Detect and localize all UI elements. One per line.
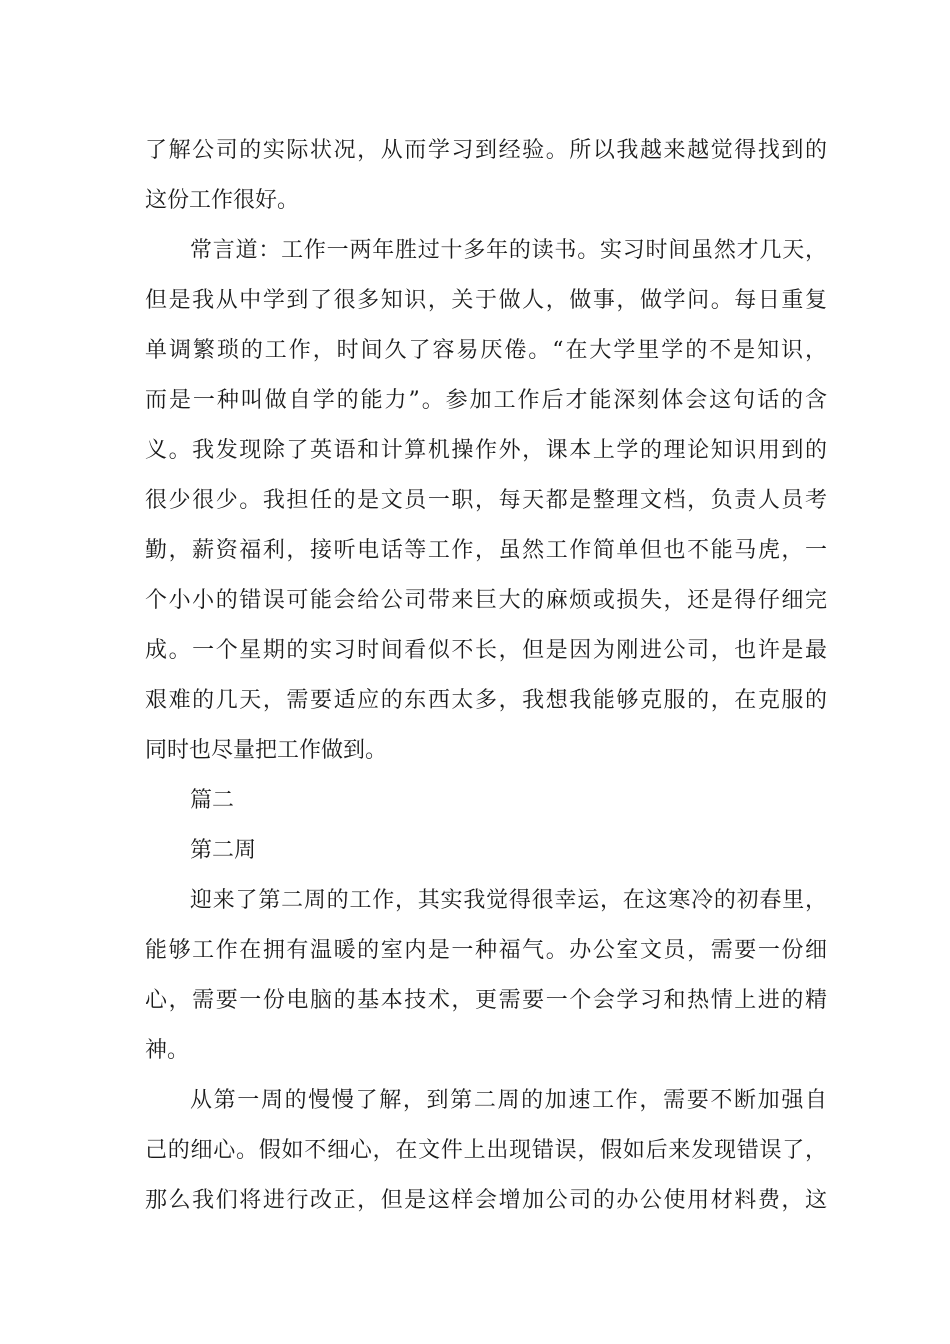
paragraph-line: 成。一个星期的实习时间看似不长，但是因为刚进公司，也许是最 (145, 638, 827, 663)
paragraph-line: 神。 (145, 1038, 190, 1063)
paragraph-line: 这份工作很好。 (145, 188, 300, 213)
paragraph-line: 常言道：工作一两年胜过十多年的读书。实习时间虽然才几天， (190, 238, 827, 263)
paragraph-line: 从第一周的慢慢了解，到第二周的加速工作，需要不断加强自 (190, 1088, 827, 1113)
paragraph-line: 心，需要一份电脑的基本技术，更需要一个会学习和热情上进的精 (145, 988, 827, 1013)
paragraph-line: 己的细心。假如不细心，在文件上出现错误，假如后来发现错误了， (145, 1138, 827, 1163)
paragraph-line: 了解公司的实际状况，从而学习到经验。所以我越来越觉得找到的 (145, 138, 827, 163)
paragraph-line: 那么我们将进行改正，但是这样会增加公司的办公使用材料费，这 (145, 1188, 827, 1213)
paragraph-line: 迎来了第二周的工作，其实我觉得很幸运，在这寒冷的初春里， (190, 888, 827, 913)
paragraph-line: 很少很少。我担任的是文员一职，每天都是整理文档，负责人员考 (145, 488, 827, 513)
paragraph-line: 而是一种叫做自学的能力”。参加工作后才能深刻体会这句话的含 (145, 388, 827, 413)
paragraph-line: 义。我发现除了英语和计算机操作外，课本上学的理论知识用到的 (145, 438, 827, 463)
paragraph-line: 单调繁琐的工作，时间久了容易厌倦。“在大学里学的不是知识， (145, 338, 827, 363)
paragraph-line: 能够工作在拥有温暖的室内是一种福气。办公室文员，需要一份细 (145, 938, 827, 963)
paragraph-line: 勤，薪资福利，接听电话等工作，虽然工作简单但也不能马虎，一 (145, 538, 827, 563)
paragraph-line: 艰难的几天，需要适应的东西太多，我想我能够克服的，在克服的 (145, 688, 827, 713)
section-heading: 篇二 (190, 788, 235, 813)
week-heading: 第二周 (190, 838, 257, 863)
paragraph-line: 同时也尽量把工作做到。 (145, 738, 388, 763)
paragraph-line: 个小小的错误可能会给公司带来巨大的麻烦或损失，还是得仔细完 (145, 588, 827, 613)
paragraph-line: 但是我从中学到了很多知识，关于做人，做事，做学问。每日重复 (145, 288, 827, 313)
